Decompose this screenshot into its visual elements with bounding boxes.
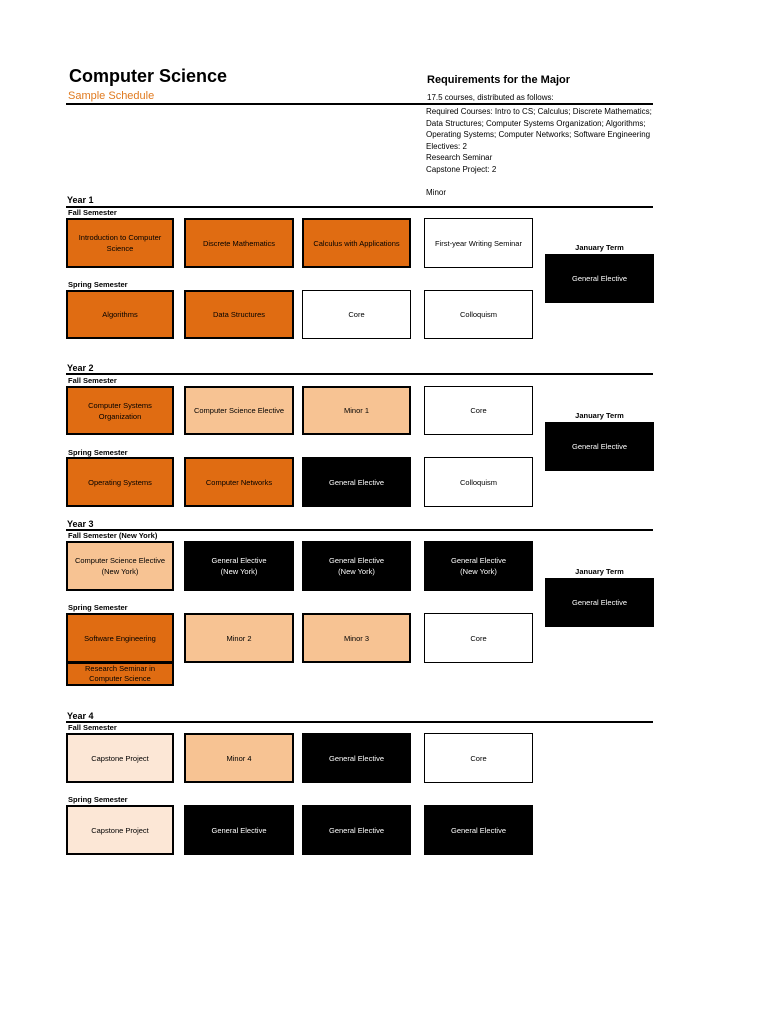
spring-semester-label: Spring Semester xyxy=(68,448,128,457)
year-divider xyxy=(66,721,653,723)
requirements-subtitle: 17.5 courses, distributed as follows: xyxy=(427,93,554,102)
year-label: Year 3 xyxy=(67,519,94,529)
course-box: Computer Science Elective xyxy=(184,386,294,435)
course-box: Minor 1 xyxy=(302,386,411,435)
course-box: General Elective (New York) xyxy=(302,541,411,591)
course-box: Introduction to Computer Science xyxy=(66,218,174,268)
course-box-research-seminar: Research Seminar in Computer Science xyxy=(66,662,174,686)
course-box: Computer Networks xyxy=(184,457,294,507)
course-box: Computer Science Elective (New York) xyxy=(66,541,174,591)
course-box: General Elective xyxy=(424,805,533,855)
requirements-line: Minor xyxy=(426,187,447,197)
course-box: First-year Writing Seminar xyxy=(424,218,533,268)
year-label: Year 4 xyxy=(67,711,94,721)
requirements-line: Capstone Project: 2 xyxy=(426,164,497,174)
fall-semester-label: Fall Semester xyxy=(68,376,117,385)
course-box: Core xyxy=(424,733,533,783)
course-box: General Elective xyxy=(302,457,411,507)
requirements-line: Research Seminar xyxy=(426,153,493,162)
course-box: Capstone Project xyxy=(66,733,174,783)
january-course-box: General Elective xyxy=(545,578,654,627)
course-box: General Elective (New York) xyxy=(184,541,294,591)
course-box: General Elective xyxy=(302,733,411,783)
course-box: Calculus with Applications xyxy=(302,218,411,268)
course-box: Minor 4 xyxy=(184,733,294,783)
course-box: Algorithms xyxy=(66,290,174,339)
course-box: Data Structures xyxy=(184,290,294,339)
course-box: General Elective xyxy=(302,805,411,855)
course-box: Colloquism xyxy=(424,290,533,339)
requirements-title: Requirements for the Major xyxy=(427,74,571,86)
january-term-label: January Term xyxy=(575,243,624,252)
year-label: Year 1 xyxy=(67,195,94,205)
january-term-label: January Term xyxy=(575,567,624,576)
course-box: Core xyxy=(424,386,533,435)
january-course-box: General Elective xyxy=(545,254,654,303)
requirements-line: Required Courses: Intro to CS; Calculus; Discrete Mathematics; xyxy=(426,107,652,116)
requirements-list xyxy=(426,106,666,198)
course-box: Software Engineering xyxy=(66,613,174,663)
course-box: General Elective xyxy=(184,805,294,855)
january-term-label: January Term xyxy=(575,411,624,420)
requirements-line xyxy=(426,175,666,187)
year-divider xyxy=(66,373,653,375)
page-subtitle: Sample Schedule xyxy=(68,90,155,102)
spring-semester-label: Spring Semester xyxy=(68,603,128,612)
requirements-line: Data Structures; Computer Systems Organization; Algorithms; xyxy=(426,118,646,128)
course-box: General Elective (New York) xyxy=(424,541,533,591)
spring-semester-label: Spring Semester xyxy=(68,795,128,804)
fall-semester-label: Fall Semester xyxy=(68,723,117,732)
course-box: Computer Systems Organization xyxy=(66,386,174,435)
course-box: Core xyxy=(424,613,533,663)
year-divider xyxy=(66,206,653,208)
page-title: Computer Science xyxy=(69,66,228,86)
requirements-line: Electives: 2 xyxy=(426,141,467,151)
fall-semester-label: Fall Semester xyxy=(68,208,117,217)
course-box: Minor 2 xyxy=(184,613,294,663)
course-box: Colloquism xyxy=(424,457,533,507)
fall-semester-label: Fall Semester (New York) xyxy=(68,531,158,540)
course-box: Operating Systems xyxy=(66,457,174,507)
course-box: Minor 3 xyxy=(302,613,411,663)
requirements-line: Operating Systems; Computer Networks; Software Engineering xyxy=(426,130,651,139)
spring-semester-label: Spring Semester xyxy=(68,280,128,289)
year-label: Year 2 xyxy=(67,363,94,373)
course-box: Core xyxy=(302,290,411,339)
course-box: Discrete Mathematics xyxy=(184,218,294,268)
course-box: Capstone Project xyxy=(66,805,174,855)
requirements-divider xyxy=(426,103,653,104)
january-course-box: General Elective xyxy=(545,422,654,471)
